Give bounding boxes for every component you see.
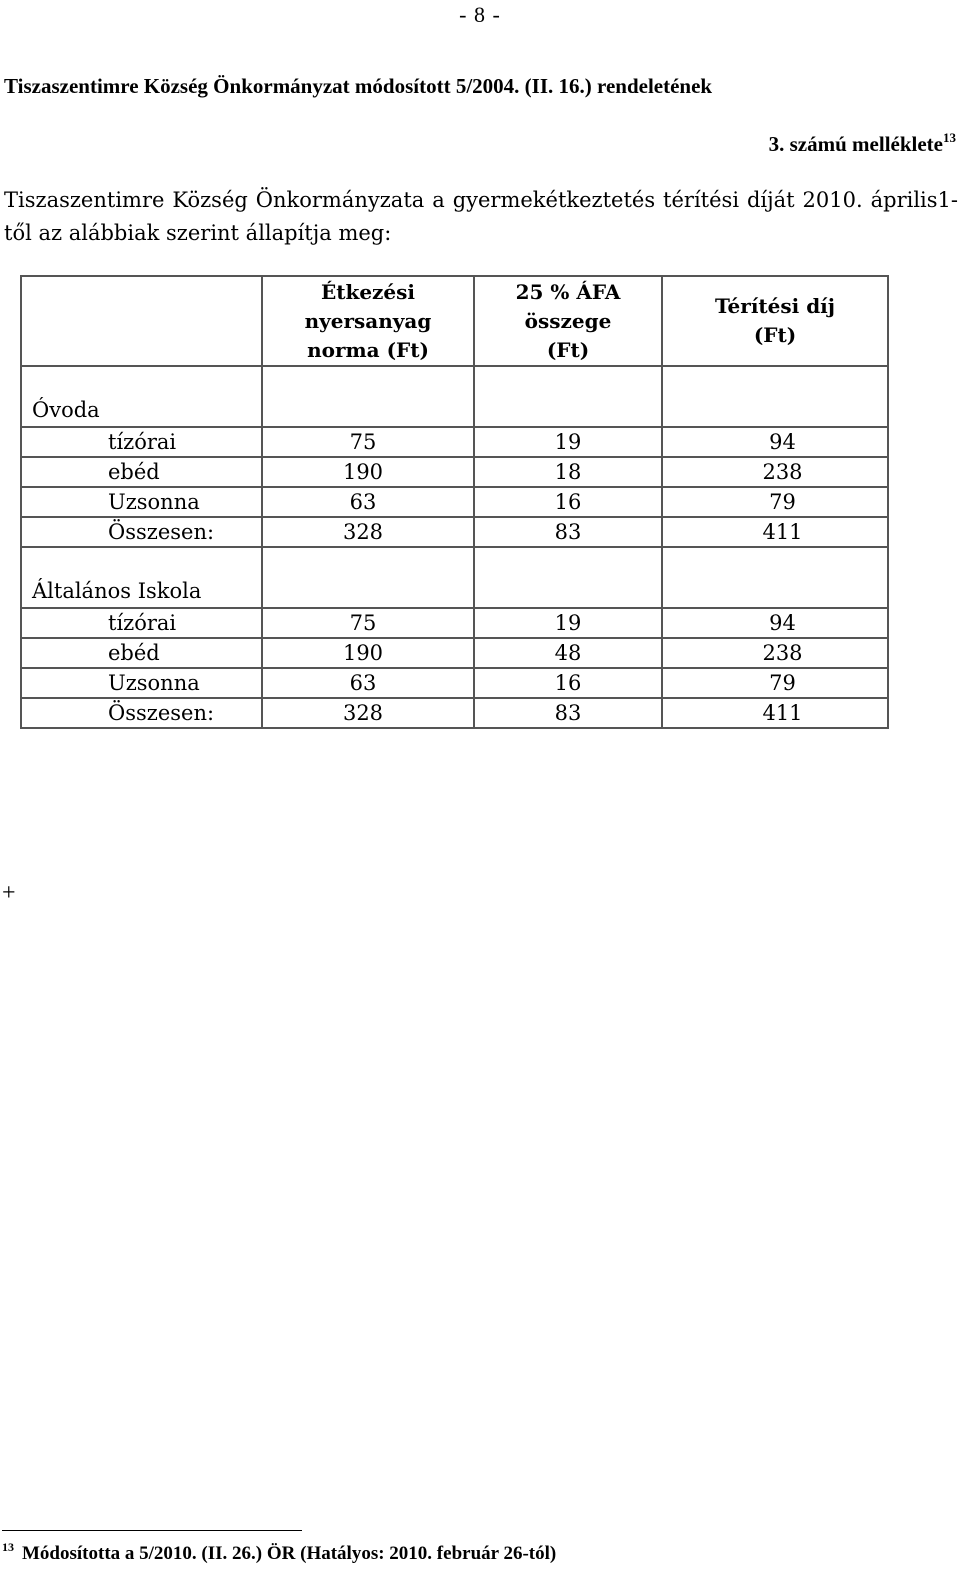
row-label: tízórai xyxy=(21,608,262,638)
header-dij-line: (Ft) xyxy=(753,323,797,347)
group-row-altalanos-iskola xyxy=(21,547,888,608)
row-label: Uzsonna xyxy=(21,487,262,517)
header-empty-cell xyxy=(21,276,262,366)
table-header-row xyxy=(21,276,888,366)
norma-value: 75 xyxy=(262,427,474,457)
dij-value: 238 xyxy=(662,638,888,668)
row-label: Uzsonna xyxy=(21,668,262,698)
norma-value: 63 xyxy=(262,487,474,517)
afa-value: 18 xyxy=(474,457,662,487)
afa-value: 16 xyxy=(474,487,662,517)
table-row xyxy=(21,487,888,517)
group-empty-cell xyxy=(262,366,474,427)
annex-footnote-ref: 13 xyxy=(943,130,956,145)
intro-paragraph: Tiszaszentimre Község Önkormányzata a gyermekétkeztetés térítési díját 2010. április1-től az alábbiak szerint állapítja meg: xyxy=(4,188,958,245)
group-empty-cell xyxy=(474,366,662,427)
group-name: Óvoda xyxy=(21,366,262,427)
group-empty-cell xyxy=(662,366,888,427)
norma-value: 63 xyxy=(262,668,474,698)
footnote-separator xyxy=(2,1530,302,1531)
group-empty-cell xyxy=(474,547,662,608)
total-label: Összesen: xyxy=(21,517,262,547)
norma-value: 190 xyxy=(262,638,474,668)
total-afa: 83 xyxy=(474,517,662,547)
row-label: ebéd xyxy=(21,638,262,668)
footnote-text: Módosította a 5/2010. (II. 26.) ÖR (Hatályos: 2010. február 26-tól) xyxy=(22,1543,557,1564)
table-row xyxy=(21,457,888,487)
annex-label xyxy=(769,130,956,158)
total-dij: 411 xyxy=(662,517,888,547)
afa-value: 16 xyxy=(474,668,662,698)
footnote-number: 13 xyxy=(2,1540,14,1554)
header-norma-line: norma (Ft) xyxy=(307,337,429,362)
header-norma-line: nyersanyag xyxy=(304,308,432,333)
group-row-ovoda xyxy=(21,366,888,427)
total-dij: 411 xyxy=(662,698,888,728)
page-number: - 8 - xyxy=(459,2,501,27)
fee-table xyxy=(20,275,889,729)
plus-mark: + xyxy=(2,880,16,906)
document-title: Tiszaszentimre Község Önkormányzat módosított 5/2004. (II. 16.) rendeletének xyxy=(4,74,713,98)
total-norma: 328 xyxy=(262,698,474,728)
total-row xyxy=(21,517,888,547)
header-afa xyxy=(474,276,662,366)
annex-label-text: 3. számú melléklete xyxy=(768,132,943,156)
dij-value: 94 xyxy=(662,427,888,457)
table-row xyxy=(21,427,888,457)
header-dij xyxy=(662,276,888,366)
dij-value: 79 xyxy=(662,668,888,698)
header-afa-line: 25 % ÁFA xyxy=(515,279,621,304)
header-afa-line: (Ft) xyxy=(546,337,590,362)
norma-value: 75 xyxy=(262,608,474,638)
dij-value: 79 xyxy=(662,487,888,517)
table-row xyxy=(21,608,888,638)
row-label: ebéd xyxy=(21,457,262,487)
afa-value: 48 xyxy=(474,638,662,668)
header-norma xyxy=(262,276,474,366)
group-empty-cell xyxy=(262,547,474,608)
row-label: tízórai xyxy=(21,427,262,457)
total-label: Összesen: xyxy=(21,698,262,728)
header-dij-line: Térítési díj xyxy=(714,294,836,318)
norma-value: 190 xyxy=(262,457,474,487)
group-empty-cell xyxy=(662,547,888,608)
dij-value: 94 xyxy=(662,608,888,638)
afa-value: 19 xyxy=(474,427,662,457)
total-norma: 328 xyxy=(262,517,474,547)
footnote xyxy=(2,1541,556,1567)
total-row xyxy=(21,698,888,728)
afa-value: 19 xyxy=(474,608,662,638)
table-row xyxy=(21,668,888,698)
header-norma-line: Étkezési xyxy=(320,279,415,304)
table-row xyxy=(21,638,888,668)
total-afa: 83 xyxy=(474,698,662,728)
group-name: Általános Iskola xyxy=(21,547,262,608)
dij-value: 238 xyxy=(662,457,888,487)
header-afa-line: összege xyxy=(524,308,612,333)
